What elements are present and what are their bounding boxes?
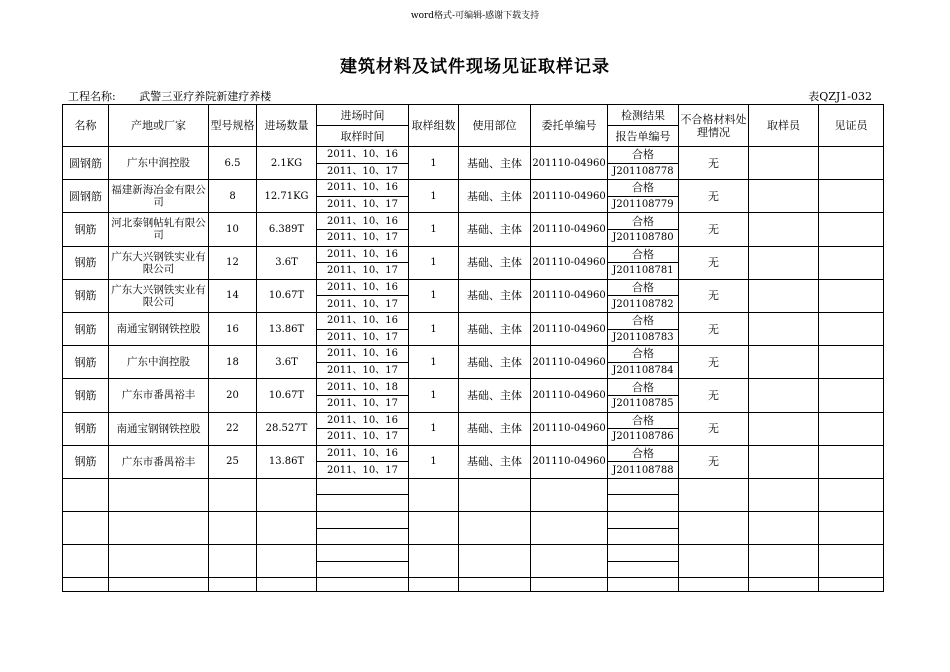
page-title: 建筑材料及试件现场见证取样记录: [340, 57, 610, 77]
empty-row: [63, 545, 884, 562]
empty-row: [63, 512, 884, 529]
handling-cell: 无: [679, 180, 749, 213]
consign-no-cell: 201110-04960: [531, 213, 608, 246]
trailing-cell: [317, 578, 409, 592]
result-cell: 合格: [608, 180, 679, 197]
model-cell: 16: [209, 312, 257, 345]
sampler-cell: [749, 512, 819, 545]
origin-cell: [109, 478, 209, 511]
origin-cell: 河北泰钢帖轧有限公司: [109, 213, 209, 246]
quantity-cell: 13.86T: [257, 312, 317, 345]
table-row: [63, 346, 884, 363]
header-witness: 见证员: [819, 105, 884, 147]
model-cell: 14: [209, 279, 257, 312]
witness-cell: [819, 246, 884, 279]
entry-date-cell: 2011、10、16: [317, 279, 409, 296]
origin-cell: 广东市番禺裕丰: [109, 445, 209, 478]
witness-cell: [819, 478, 884, 511]
sampler-cell: [749, 213, 819, 246]
handling-cell: 无: [679, 213, 749, 246]
handling-cell: 无: [679, 279, 749, 312]
material-name-cell: 钢筋: [63, 246, 109, 279]
consign-no-cell: [531, 512, 608, 545]
report-no-cell: J201108778: [608, 163, 679, 180]
sampler-cell: [749, 246, 819, 279]
report-no-cell: [608, 528, 679, 545]
sample-date-cell: 2011、10、17: [317, 229, 409, 246]
handling-cell: 无: [679, 379, 749, 412]
material-name-cell: 钢筋: [63, 312, 109, 345]
report-no-cell: J201108779: [608, 196, 679, 213]
location-cell: [459, 478, 531, 511]
header-row-1: [63, 105, 884, 126]
table-row: [63, 412, 884, 429]
project-label: 工程名称:: [68, 90, 116, 103]
quantity-cell: 2.1KG: [257, 147, 317, 180]
handling-cell: [679, 478, 749, 511]
sampler-cell: [749, 279, 819, 312]
location-cell: [459, 545, 531, 578]
table-row: [63, 445, 884, 462]
model-cell: [209, 478, 257, 511]
trailing-row: [63, 578, 884, 592]
table-row: [63, 379, 884, 396]
model-cell: 20: [209, 379, 257, 412]
entry-date-cell: 2011、10、16: [317, 213, 409, 230]
model-cell: [209, 545, 257, 578]
result-cell: 合格: [608, 379, 679, 396]
trailing-cell: [109, 578, 209, 592]
result-cell: 合格: [608, 412, 679, 429]
table-row: [63, 246, 884, 263]
trailing-cell: [608, 578, 679, 592]
consign-no-cell: [531, 478, 608, 511]
trailing-cell: [63, 578, 109, 592]
project-line: [68, 88, 271, 104]
header-entry-time: 进场时间: [317, 105, 409, 126]
material-name-cell: [63, 512, 109, 545]
witness-cell: [819, 213, 884, 246]
report-no-cell: J201108780: [608, 229, 679, 246]
groups-cell: 1: [409, 379, 459, 412]
header-qty: 进场数量: [257, 105, 317, 147]
material-name-cell: 钢筋: [63, 412, 109, 445]
quantity-cell: 3.6T: [257, 346, 317, 379]
groups-cell: [409, 512, 459, 545]
consign-no-cell: 201110-04960: [531, 346, 608, 379]
sampler-cell: [749, 478, 819, 511]
result-cell: 合格: [608, 246, 679, 263]
result-cell: 合格: [608, 346, 679, 363]
result-cell: 合格: [608, 147, 679, 164]
trailing-cell: [257, 578, 317, 592]
result-cell: 合格: [608, 213, 679, 230]
table-row: [63, 279, 884, 296]
handling-cell: [679, 545, 749, 578]
entry-date-cell: 2011、10、16: [317, 346, 409, 363]
header-location: 使用部位: [459, 105, 531, 147]
sample-date-cell: 2011、10、17: [317, 329, 409, 346]
report-no-cell: [608, 495, 679, 512]
sample-date-cell: 2011、10、17: [317, 362, 409, 379]
result-cell: [608, 512, 679, 529]
material-name-cell: 钢筋: [63, 279, 109, 312]
sampler-cell: [749, 412, 819, 445]
trailing-cell: [409, 578, 459, 592]
consign-no-cell: 201110-04960: [531, 312, 608, 345]
origin-cell: 福建新海冶金有限公司: [109, 180, 209, 213]
origin-cell: 广东大兴钢铁实业有限公司: [109, 279, 209, 312]
report-no-cell: [608, 561, 679, 578]
handling-cell: 无: [679, 246, 749, 279]
trailing-cell: [531, 578, 608, 592]
location-cell: 基础、主体: [459, 279, 531, 312]
quantity-cell: [257, 512, 317, 545]
table-row: [63, 213, 884, 230]
entry-date-cell: [317, 545, 409, 562]
location-cell: 基础、主体: [459, 312, 531, 345]
entry-date-cell: 2011、10、18: [317, 379, 409, 396]
header-result: 检测结果: [608, 105, 679, 126]
consign-no-cell: 201110-04960: [531, 412, 608, 445]
consign-no-cell: 201110-04960: [531, 180, 608, 213]
table-row: [63, 180, 884, 197]
sample-date-cell: 2011、10、17: [317, 163, 409, 180]
model-cell: 10: [209, 213, 257, 246]
doc-banner: word格式-可编辑-感谢下载支持: [410, 11, 540, 21]
location-cell: 基础、主体: [459, 180, 531, 213]
location-cell: 基础、主体: [459, 412, 531, 445]
groups-cell: 1: [409, 213, 459, 246]
model-cell: 6.5: [209, 147, 257, 180]
entry-date-cell: 2011、10、16: [317, 312, 409, 329]
groups-cell: 1: [409, 246, 459, 279]
sample-date-cell: 2011、10、17: [317, 196, 409, 213]
handling-cell: 无: [679, 445, 749, 478]
sample-date-cell: [317, 528, 409, 545]
report-no-cell: J201108784: [608, 362, 679, 379]
result-cell: [608, 545, 679, 562]
entry-date-cell: 2011、10、16: [317, 445, 409, 462]
sample-date-cell: 2011、10、17: [317, 462, 409, 479]
sample-date-cell: [317, 495, 409, 512]
sampler-cell: [749, 180, 819, 213]
consign-no-cell: 201110-04960: [531, 279, 608, 312]
origin-cell: 广东中润控股: [109, 147, 209, 180]
handling-cell: [679, 512, 749, 545]
material-name-cell: 钢筋: [63, 445, 109, 478]
witness-cell: [819, 445, 884, 478]
sample-date-cell: [317, 561, 409, 578]
result-cell: 合格: [608, 279, 679, 296]
material-name-cell: [63, 478, 109, 511]
project-name: 武警三亚疗养院新建疗养楼: [139, 90, 272, 103]
handling-cell: 无: [679, 346, 749, 379]
material-name-cell: 圆钢筋: [63, 147, 109, 180]
material-name-cell: 钢筋: [63, 346, 109, 379]
entry-date-cell: 2011、10、16: [317, 147, 409, 164]
result-cell: 合格: [608, 445, 679, 462]
location-cell: [459, 512, 531, 545]
sample-date-cell: 2011、10、17: [317, 429, 409, 446]
consign-no-cell: 201110-04960: [531, 147, 608, 180]
entry-date-cell: 2011、10、16: [317, 180, 409, 197]
report-no-cell: J201108788: [608, 462, 679, 479]
result-cell: 合格: [608, 312, 679, 329]
origin-cell: 广东大兴钢铁实业有限公司: [109, 246, 209, 279]
material-name-cell: 钢筋: [63, 379, 109, 412]
model-cell: 22: [209, 412, 257, 445]
consign-no-cell: 201110-04960: [531, 445, 608, 478]
sampler-cell: [749, 312, 819, 345]
origin-cell: 广东市番禺裕丰: [109, 379, 209, 412]
header-report-no: 报告单编号: [608, 126, 679, 147]
witness-cell: [819, 545, 884, 578]
witness-cell: [819, 379, 884, 412]
result-cell: [608, 478, 679, 495]
form-number: 表QZJ1-032: [808, 90, 872, 103]
handling-cell: 无: [679, 412, 749, 445]
quantity-cell: 13.86T: [257, 445, 317, 478]
sampling-record-table: [62, 104, 884, 592]
groups-cell: 1: [409, 346, 459, 379]
witness-cell: [819, 279, 884, 312]
header-model: 型号规格: [209, 105, 257, 147]
table-row: [63, 312, 884, 329]
consign-no-cell: 201110-04960: [531, 246, 608, 279]
groups-cell: 1: [409, 147, 459, 180]
groups-cell: 1: [409, 180, 459, 213]
empty-row: [63, 478, 884, 495]
witness-cell: [819, 180, 884, 213]
groups-cell: 1: [409, 445, 459, 478]
entry-date-cell: [317, 512, 409, 529]
origin-cell: [109, 512, 209, 545]
quantity-cell: 12.71KG: [257, 180, 317, 213]
sample-date-cell: 2011、10、17: [317, 263, 409, 280]
groups-cell: [409, 545, 459, 578]
entry-date-cell: 2011、10、16: [317, 412, 409, 429]
groups-cell: 1: [409, 279, 459, 312]
model-cell: [209, 512, 257, 545]
model-cell: 8: [209, 180, 257, 213]
origin-cell: 南通宝钢钢铁控股: [109, 412, 209, 445]
header-consign-no: 委托单编号: [531, 105, 608, 147]
report-no-cell: J201108783: [608, 329, 679, 346]
consign-no-cell: [531, 545, 608, 578]
sampler-cell: [749, 545, 819, 578]
report-no-cell: J201108782: [608, 296, 679, 313]
material-name-cell: 钢筋: [63, 213, 109, 246]
groups-cell: [409, 478, 459, 511]
sampler-cell: [749, 379, 819, 412]
sample-date-cell: 2011、10、17: [317, 395, 409, 412]
trailing-cell: [459, 578, 531, 592]
header-nonconform: 不合格材料处理情况: [679, 105, 749, 147]
trailing-cell: [749, 578, 819, 592]
location-cell: 基础、主体: [459, 213, 531, 246]
header-groups: 取样组数: [409, 105, 459, 147]
sampler-cell: [749, 147, 819, 180]
location-cell: 基础、主体: [459, 379, 531, 412]
sample-date-cell: 2011、10、17: [317, 296, 409, 313]
quantity-cell: 10.67T: [257, 379, 317, 412]
entry-date-cell: 2011、10、16: [317, 246, 409, 263]
witness-cell: [819, 512, 884, 545]
report-no-cell: J201108785: [608, 395, 679, 412]
quantity-cell: [257, 478, 317, 511]
trailing-cell: [209, 578, 257, 592]
header-sampler: 取样员: [749, 105, 819, 147]
groups-cell: 1: [409, 312, 459, 345]
report-no-cell: J201108786: [608, 429, 679, 446]
consign-no-cell: 201110-04960: [531, 379, 608, 412]
origin-cell: 南通宝钢钢铁控股: [109, 312, 209, 345]
location-cell: 基础、主体: [459, 246, 531, 279]
groups-cell: 1: [409, 412, 459, 445]
header-sample-time: 取样时间: [317, 126, 409, 147]
handling-cell: 无: [679, 312, 749, 345]
quantity-cell: 6.389T: [257, 213, 317, 246]
witness-cell: [819, 147, 884, 180]
quantity-cell: 28.527T: [257, 412, 317, 445]
sampler-cell: [749, 445, 819, 478]
location-cell: 基础、主体: [459, 346, 531, 379]
model-cell: 25: [209, 445, 257, 478]
report-no-cell: J201108781: [608, 263, 679, 280]
witness-cell: [819, 346, 884, 379]
witness-cell: [819, 312, 884, 345]
witness-cell: [819, 412, 884, 445]
material-name-cell: 圆钢筋: [63, 180, 109, 213]
quantity-cell: [257, 545, 317, 578]
handling-cell: 无: [679, 147, 749, 180]
material-name-cell: [63, 545, 109, 578]
table-row: [63, 147, 884, 164]
model-cell: 12: [209, 246, 257, 279]
model-cell: 18: [209, 346, 257, 379]
quantity-cell: 10.67T: [257, 279, 317, 312]
trailing-cell: [679, 578, 749, 592]
header-origin: 产地或厂家: [109, 105, 209, 147]
quantity-cell: 3.6T: [257, 246, 317, 279]
origin-cell: 广东中润控股: [109, 346, 209, 379]
location-cell: 基础、主体: [459, 147, 531, 180]
location-cell: 基础、主体: [459, 445, 531, 478]
origin-cell: [109, 545, 209, 578]
trailing-cell: [819, 578, 884, 592]
header-name: 名称: [63, 105, 109, 147]
entry-date-cell: [317, 478, 409, 495]
sampler-cell: [749, 346, 819, 379]
